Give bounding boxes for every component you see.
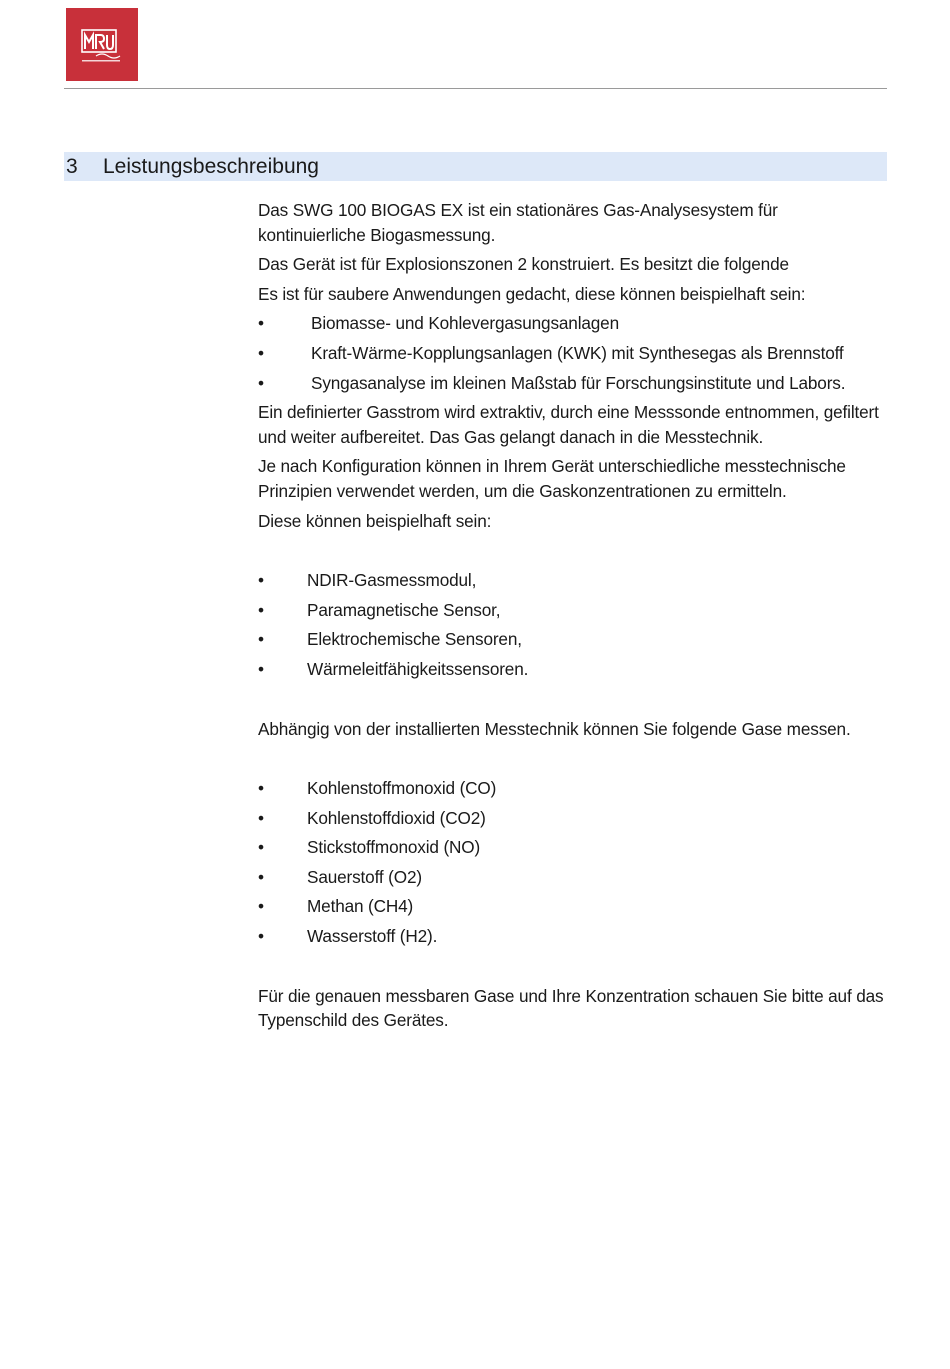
list-item bbox=[258, 568, 888, 593]
bullet-icon: • bbox=[258, 866, 264, 887]
list-item-text: Kohlenstoffmonoxid (CO) bbox=[307, 778, 497, 799]
header-divider bbox=[64, 88, 887, 89]
spacer bbox=[258, 746, 888, 776]
bullet-icon: • bbox=[258, 570, 264, 591]
list-item-text: NDIR-Gasmessmodul, bbox=[307, 570, 477, 591]
bullet-icon: • bbox=[258, 658, 264, 679]
list-item-text: Kohlenstoffdioxid (CO2) bbox=[307, 807, 486, 828]
bullet-icon: • bbox=[258, 313, 264, 334]
gases-list bbox=[258, 776, 888, 949]
list-item-text: Sauerstoff (O2) bbox=[307, 866, 422, 887]
list-item-text: Paramagnetische Sensor, bbox=[307, 599, 501, 620]
list-item bbox=[258, 806, 888, 831]
section-content bbox=[258, 198, 888, 1038]
bullet-icon: • bbox=[258, 372, 264, 393]
nameplate-paragraph: Für die genauen messbaren Gase und Ihre Konzentration schauen Sie bitte auf das Typenschild des Gerätes. bbox=[258, 985, 884, 1031]
list-item-text: Syngasanalyse im kleinen Maßstab für Forschungsinstitute und Labors. bbox=[311, 372, 846, 393]
logo-graphic bbox=[66, 8, 138, 81]
list-item-text: Stickstoffmonoxid (NO) bbox=[307, 837, 481, 858]
list-item bbox=[258, 894, 888, 919]
bullet-icon: • bbox=[258, 896, 264, 917]
list-item-text: Elektrochemische Sensoren, bbox=[307, 629, 522, 650]
section-number: 3 bbox=[66, 155, 78, 178]
list-item bbox=[258, 657, 888, 682]
list-item bbox=[258, 371, 888, 396]
company-logo bbox=[66, 8, 138, 81]
applications-list bbox=[258, 311, 888, 395]
bullet-icon: • bbox=[258, 837, 264, 858]
applications-intro: Es ist für saubere Anwendungen gedacht, diese können beispielhaft sein: bbox=[258, 283, 806, 304]
list-item bbox=[258, 835, 888, 860]
section-title: Leistungsbeschreibung bbox=[103, 155, 319, 178]
bullet-icon: • bbox=[258, 807, 264, 828]
list-item bbox=[258, 598, 888, 623]
spacer bbox=[258, 538, 888, 568]
gases-intro: Abhängig von der installierten Messtechnik können Sie folgende Gase messen. bbox=[258, 718, 851, 739]
explosion-zone-paragraph: Das Gerät ist für Explosionszonen 2 konstruiert. Es besitzt die folgende bbox=[258, 254, 789, 275]
bullet-icon: • bbox=[258, 778, 264, 799]
bullet-icon: • bbox=[258, 342, 264, 363]
list-item-text: Wasserstoff (H2). bbox=[307, 926, 438, 947]
configuration-paragraph: Je nach Konfiguration können in Ihrem Gerät unterschiedliche messtechnische Prinzipien verwendet werden, um die Gaskonzentrationen zu ermitteln. bbox=[258, 456, 846, 501]
spacer bbox=[258, 687, 888, 717]
list-item-text: Biomasse- und Kohlevergasungsanlagen bbox=[311, 313, 620, 334]
intro-paragraph: Das SWG 100 BIOGAS EX ist ein stationäres Gas-Analysesystem für kontinuierliche Biogasmessung. bbox=[258, 200, 778, 245]
list-item bbox=[258, 865, 888, 890]
measurement-principles-list bbox=[258, 568, 888, 681]
list-item bbox=[258, 341, 888, 366]
spacer bbox=[258, 954, 888, 984]
list-item bbox=[258, 924, 888, 949]
list-item bbox=[258, 627, 888, 652]
bullet-icon: • bbox=[258, 599, 264, 620]
bullet-icon: • bbox=[258, 926, 264, 947]
list-item-text: Kraft-Wärme-Kopplungsanlagen (KWK) mit Synthesegas als Brennstoff bbox=[311, 342, 844, 363]
list-item-text: Wärmeleitfähigkeitssensoren. bbox=[307, 658, 529, 679]
bullet-icon: • bbox=[258, 629, 264, 650]
gas-flow-paragraph: Ein definierter Gasstrom wird extraktiv, durch eine Messsonde entnommen, gefiltert und weiter aufbereitet. Das Gas gelangt danach in die Messtechnik. bbox=[258, 402, 879, 447]
list-item bbox=[258, 776, 888, 801]
examples-intro: Diese können beispielhaft sein: bbox=[258, 510, 492, 531]
list-item-text: Methan (CH4) bbox=[307, 896, 414, 917]
list-item bbox=[258, 311, 888, 336]
